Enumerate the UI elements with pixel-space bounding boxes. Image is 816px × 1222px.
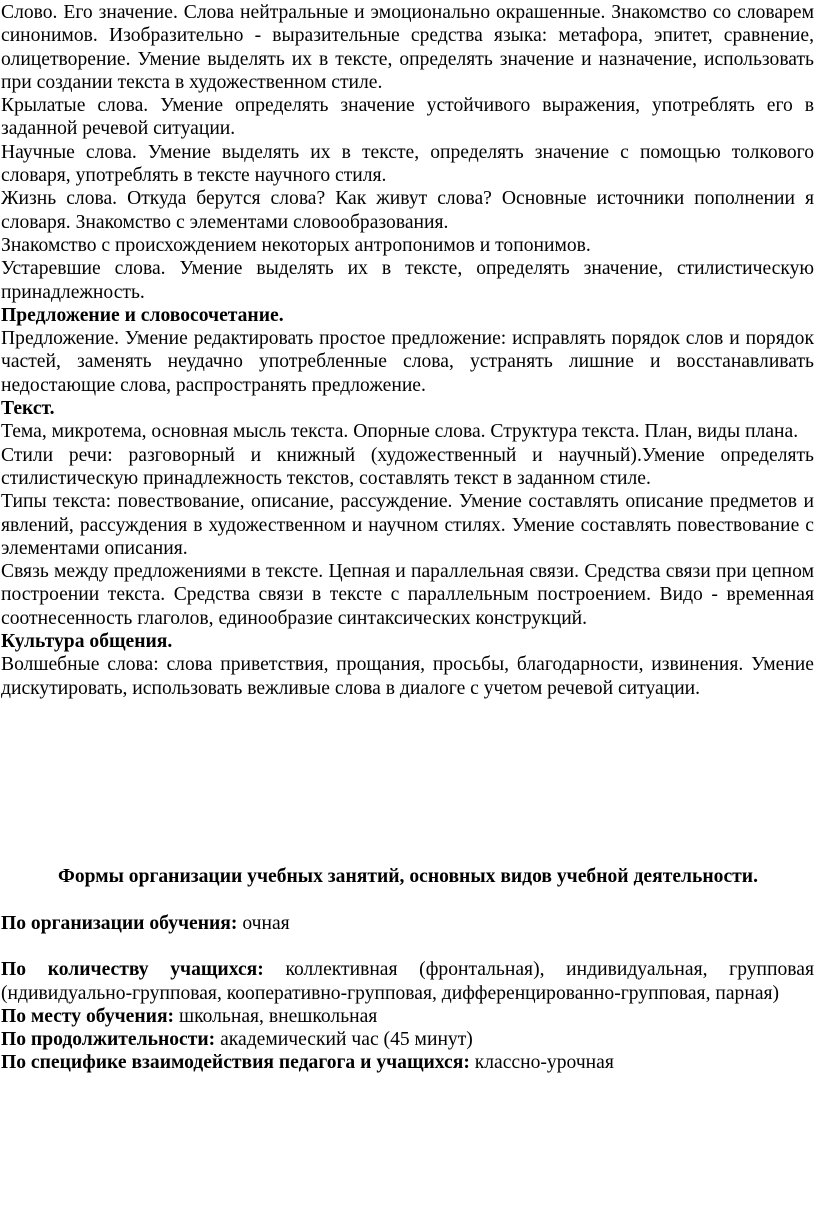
form-item-duration bbox=[1, 1028, 814, 1051]
program-content bbox=[1, 0, 814, 700]
paragraph-word-meaning: Слово. Его значение. Слова нейтральные и эмоционально окрашенные. Знакомство со словарем синонимов. Изобразительно - выразительные средства языка: метафора, эпитет, сравнение, олицетворение. Умение выделять их в тексте, определять значение и назначение, использовать при создании текста в художественном стиле. bbox=[1, 2, 814, 93]
paragraph-anthroponyms: Знакомство с происхождением некоторых антропонимов и топонимов. bbox=[1, 234, 591, 256]
form-label: По организации обучения: bbox=[1, 913, 238, 934]
form-value: очная bbox=[237, 913, 290, 934]
paragraph-word-life: Жизнь слова. Откуда берутся слова? Как живут слова? Основные источники пополнении я словаря. Знакомство с элементами словообразования. bbox=[1, 188, 814, 233]
paragraph-scientific-words: Научные слова. Умение выделять их в тексте, определять значение с помощью толкового словаря, употреблять в тексте научного стиля. bbox=[1, 141, 814, 187]
heading-culture: Культура общения. bbox=[1, 631, 173, 653]
paragraph-speech-styles: Стили речи: разговорный и книжный (художественный и научный).Умение определять стилистическую принадлежность текстов, составлять текст в заданном стиле. bbox=[1, 444, 814, 489]
forms-list bbox=[1, 912, 814, 1075]
form-value: академический час (45 минут) bbox=[215, 1029, 473, 1051]
paragraph-text-theme: Тема, микротема, основная мысль текста. Опорные слова. Структура текста. План, виды плана. bbox=[1, 421, 799, 443]
form-label: По специфике взаимодействия педагога и учащихся: bbox=[1, 1052, 470, 1074]
paragraph-catch-phrases: Крылатые слова. Умение определять значение устойчивого выражения, употреблять его в заданной речевой ситуации. bbox=[1, 95, 814, 140]
form-value: классно-урочная bbox=[469, 1052, 614, 1074]
paragraph-sentence: Предложение. Умение редактировать простое предложение: исправлять порядок слов и порядок частей, заменять неудачно употребленные слова, устранять лишние и восстанавливать недостающие слова, распространять предложение. bbox=[1, 328, 814, 396]
heading-sentence: Предложение и словосочетание. bbox=[1, 304, 284, 326]
form-item-students-count bbox=[1, 958, 814, 1005]
paragraph-sentence-links: Связь между предложениями в тексте. Цепная и параллельная связи. Средства связи при цепном построении текста. Средства связи в тексте с параллельным построением. Видо - временная соотнесенность глаголов, единообразие синтаксических конструкций. bbox=[1, 561, 814, 629]
form-item-interaction bbox=[1, 1051, 814, 1074]
form-label: По продолжительности: bbox=[1, 1029, 216, 1051]
heading-text: Текст. bbox=[1, 398, 55, 420]
paragraph-obsolete-words: Устаревшие слова. Умение выделять их в тексте, определять значение, стилистическую принадлежность. bbox=[1, 258, 814, 303]
paragraph-magic-words: Волшебные слова: слова приветствия, прощания, просьбы, благодарности, извинения. Умение дискутировать, использовать вежливые слова в диалоге с учетом речевой ситуации. bbox=[1, 654, 814, 699]
forms-title: Формы организации учебных занятий, основных видов учебной деятельности. bbox=[58, 866, 758, 887]
form-value: коллективная (фронтальная), индивидуальная, групповая (ндивидуально-групповая, кооперативно-групповая, дифференцированно-групповая, парная) bbox=[1, 959, 815, 1004]
form-value: школьная, внешкольная bbox=[174, 1005, 378, 1027]
form-label: По количеству учащихся: bbox=[1, 959, 264, 981]
paragraph-text-types: Типы текста: повествование, описание, рассуждение. Умение составлять описание предметов и явлений, рассуждения в художественном и научном стилях. Умение составлять повествование с элементами описания. bbox=[1, 491, 814, 559]
form-item-place bbox=[1, 1005, 814, 1028]
form-label: По месту обучения: bbox=[1, 1005, 175, 1027]
form-item-organization bbox=[1, 912, 814, 935]
